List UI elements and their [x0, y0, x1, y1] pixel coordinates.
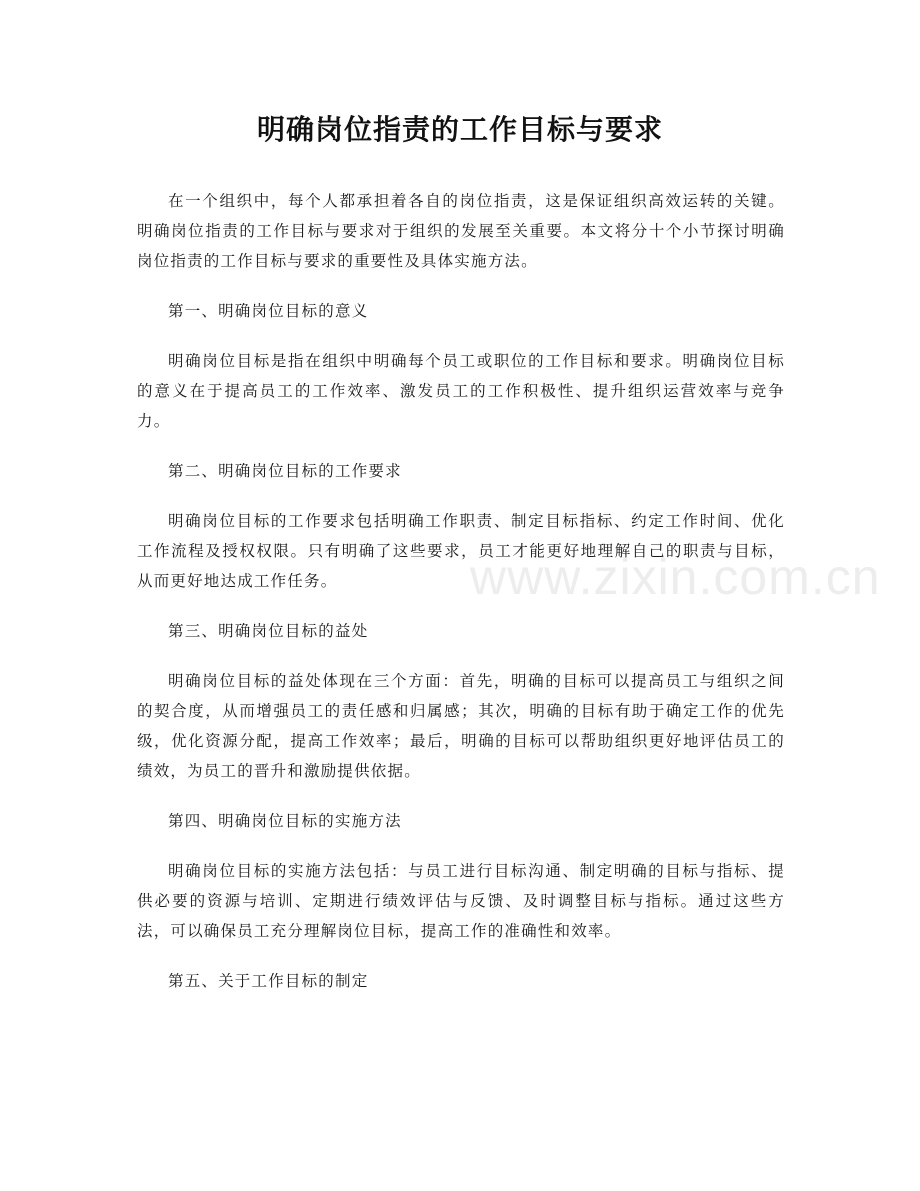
- section-body-4: 明确岗位目标的实施方法包括：与员工进行目标沟通、制定明确的目标与指标、提供必要的资源与培训、定期进行绩效评估与反馈、及时调整目标与指标。通过这些方法，可以确保员工充分理解岗位目标，提高工作的准确性和效率。: [137, 862, 785, 940]
- section-body-1: 明确岗位目标是指在组织中明确每个员工或职位的工作目标和要求。明确岗位目标的意义在于提高员工的工作效率、激发员工的工作积极性、提升组织运营效率与竞争力。: [137, 352, 785, 430]
- section-body-2: 明确岗位目标的工作要求包括明确工作职责、制定目标指标、约定工作时间、优化工作流程及授权权限。只有明确了这些要求，员工才能更好地理解自己的职责与目标，从而更好地达成工作任务。: [137, 512, 785, 590]
- section-heading-1: 第一、明确岗位目标的意义: [168, 302, 369, 320]
- section-heading-4: 第四、明确岗位目标的实施方法: [168, 812, 402, 830]
- section-heading-2: 第二、明确岗位目标的工作要求: [168, 462, 402, 480]
- section-heading-5: 第五、关于工作目标的制定: [168, 972, 369, 990]
- document-body: [137, 186, 785, 1016]
- intro-paragraph: 在一个组织中，每个人都承担着各自的岗位指责，这是保证组织高效运转的关键。明确岗位指责的工作目标与要求对于组织的发展至关重要。本文将分十个小节探讨明确岗位指责的工作目标与要求的重要性及具体实施方法。: [137, 192, 785, 270]
- section-body-3: 明确岗位目标的益处体现在三个方面：首先，明确的目标可以提高员工与组织之间的契合度，从而增强员工的责任感和归属感；其次，明确的目标有助于确定工作的优先级，优化资源分配，提高工作效率；最后，明确的目标可以帮助组织更好地评估员工的绩效，为员工的晋升和激励提供依据。: [137, 672, 785, 780]
- watermark: www.zixin.com.cn: [470, 549, 881, 605]
- page-title: 明确岗位指责的工作目标与要求: [256, 113, 663, 146]
- section-heading-3: 第三、明确岗位目标的益处: [168, 622, 369, 640]
